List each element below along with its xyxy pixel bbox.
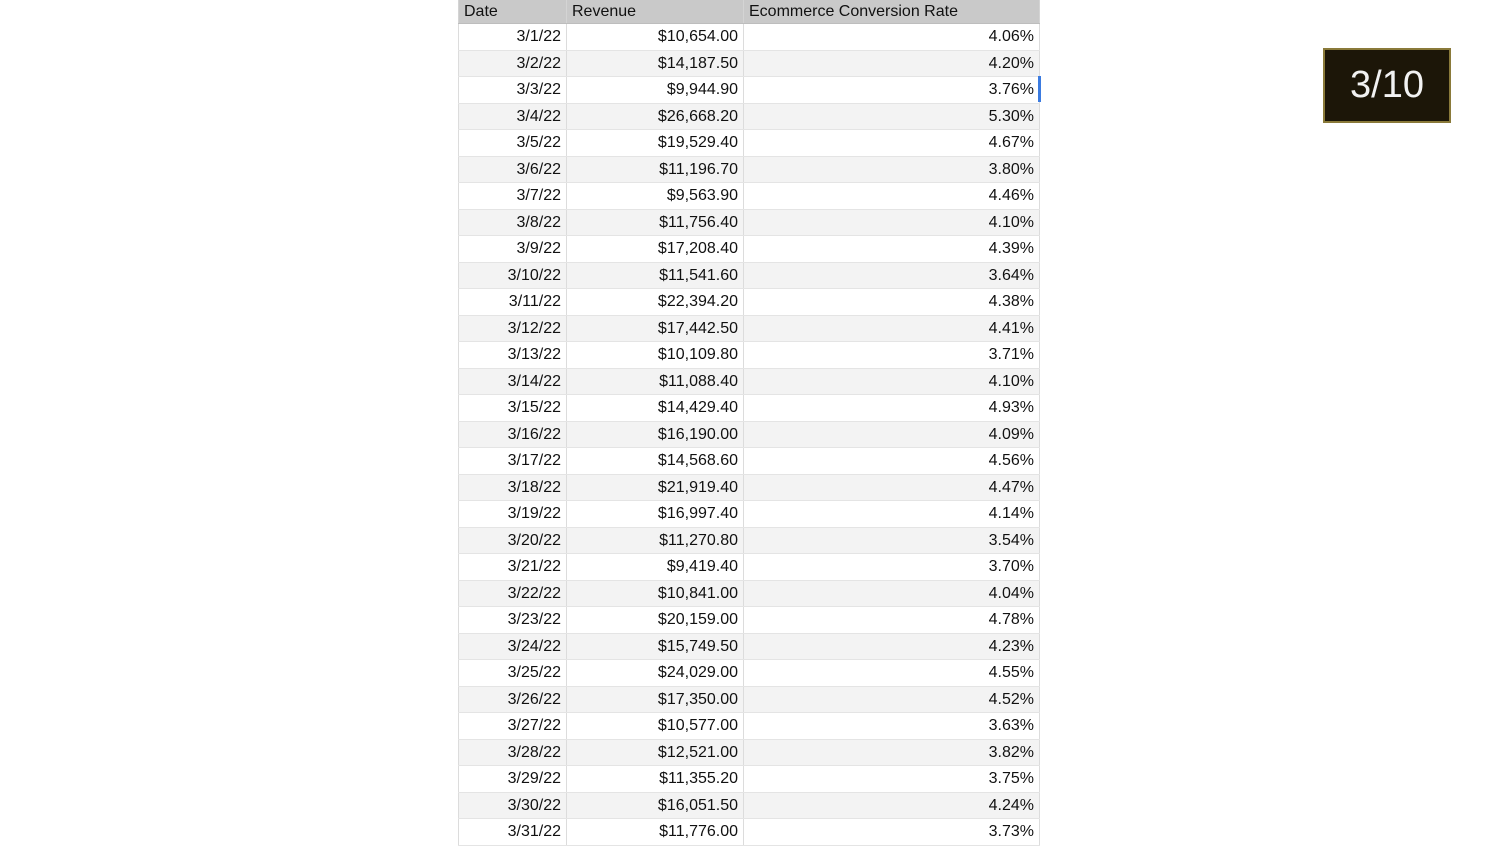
table-row (459, 554, 1040, 581)
conversion-rate-cell[interactable]: 3.63% (744, 713, 1040, 740)
table-row (459, 342, 1040, 369)
conversion-rate-cell[interactable]: 4.38% (744, 289, 1040, 316)
revenue-cell[interactable]: $19,529.40 (567, 130, 744, 157)
date-cell[interactable]: 3/8/22 (459, 209, 567, 236)
conversion-rate-cell[interactable]: 4.20% (744, 50, 1040, 77)
conversion-rate-cell[interactable]: 4.14% (744, 501, 1040, 528)
revenue-cell[interactable]: $9,944.90 (567, 77, 744, 104)
revenue-cell[interactable]: $10,841.00 (567, 580, 744, 607)
table-row (459, 262, 1040, 289)
table-row (459, 421, 1040, 448)
conversion-rate-cell[interactable]: 4.24% (744, 792, 1040, 819)
table-row (459, 713, 1040, 740)
page-counter: 3/10 (1323, 48, 1451, 123)
conversion-rate-cell[interactable]: 4.55% (744, 660, 1040, 687)
date-cell[interactable]: 3/31/22 (459, 819, 567, 846)
table-row (459, 156, 1040, 183)
date-cell[interactable]: 3/4/22 (459, 103, 567, 130)
date-cell[interactable]: 3/18/22 (459, 474, 567, 501)
date-cell[interactable]: 3/26/22 (459, 686, 567, 713)
conversion-rate-cell[interactable]: 3.75% (744, 766, 1040, 793)
table-row (459, 527, 1040, 554)
date-cell[interactable]: 3/16/22 (459, 421, 567, 448)
header-conversion-rate[interactable]: Ecommerce Conversion Rate (744, 0, 1040, 24)
date-cell[interactable]: 3/12/22 (459, 315, 567, 342)
conversion-rate-cell[interactable]: 4.10% (744, 368, 1040, 395)
date-cell[interactable]: 3/3/22 (459, 77, 567, 104)
date-cell[interactable]: 3/28/22 (459, 739, 567, 766)
conversion-rate-cell[interactable]: 5.30% (744, 103, 1040, 130)
date-cell[interactable]: 3/5/22 (459, 130, 567, 157)
conversion-rate-cell[interactable]: 4.93% (744, 395, 1040, 422)
revenue-cell[interactable]: $9,563.90 (567, 183, 744, 210)
date-cell[interactable]: 3/30/22 (459, 792, 567, 819)
conversion-rate-cell[interactable]: 4.56% (744, 448, 1040, 475)
date-cell[interactable]: 3/22/22 (459, 580, 567, 607)
table-row (459, 474, 1040, 501)
table-header (459, 0, 1040, 24)
revenue-cell[interactable]: $21,919.40 (567, 474, 744, 501)
revenue-cell[interactable]: $14,429.40 (567, 395, 744, 422)
conversion-rate-cell[interactable]: 3.76% (744, 77, 1040, 104)
revenue-cell[interactable]: $11,088.40 (567, 368, 744, 395)
table-row (459, 77, 1040, 104)
date-cell[interactable]: 3/24/22 (459, 633, 567, 660)
date-cell[interactable]: 3/15/22 (459, 395, 567, 422)
revenue-cell[interactable]: $16,190.00 (567, 421, 744, 448)
date-cell[interactable]: 3/19/22 (459, 501, 567, 528)
revenue-cell[interactable]: $17,350.00 (567, 686, 744, 713)
revenue-cell[interactable]: $20,159.00 (567, 607, 744, 634)
date-cell[interactable]: 3/27/22 (459, 713, 567, 740)
table-row (459, 739, 1040, 766)
spreadsheet-table (458, 0, 1040, 846)
revenue-cell[interactable]: $15,749.50 (567, 633, 744, 660)
conversion-rate-cell[interactable]: 4.47% (744, 474, 1040, 501)
revenue-cell[interactable]: $16,997.40 (567, 501, 744, 528)
revenue-cell[interactable]: $11,355.20 (567, 766, 744, 793)
table-row (459, 289, 1040, 316)
revenue-cell[interactable]: $17,442.50 (567, 315, 744, 342)
date-cell[interactable]: 3/20/22 (459, 527, 567, 554)
revenue-cell[interactable]: $9,419.40 (567, 554, 744, 581)
table-row (459, 686, 1040, 713)
table-row (459, 792, 1040, 819)
revenue-cell[interactable]: $24,029.00 (567, 660, 744, 687)
table-row (459, 209, 1040, 236)
revenue-cell[interactable]: $11,270.80 (567, 527, 744, 554)
revenue-cell[interactable]: $11,776.00 (567, 819, 744, 846)
conversion-rate-cell[interactable]: 3.54% (744, 527, 1040, 554)
revenue-cell[interactable]: $12,521.00 (567, 739, 744, 766)
date-cell[interactable]: 3/9/22 (459, 236, 567, 263)
conversion-rate-cell[interactable]: 4.04% (744, 580, 1040, 607)
conversion-rate-cell[interactable]: 3.70% (744, 554, 1040, 581)
table-row (459, 50, 1040, 77)
conversion-rate-cell[interactable]: 3.82% (744, 739, 1040, 766)
table-row (459, 580, 1040, 607)
conversion-rate-cell[interactable]: 3.73% (744, 819, 1040, 846)
header-row (459, 0, 1040, 24)
conversion-rate-cell[interactable]: 3.71% (744, 342, 1040, 369)
conversion-rate-cell[interactable]: 4.52% (744, 686, 1040, 713)
date-cell[interactable]: 3/17/22 (459, 448, 567, 475)
table-row (459, 766, 1040, 793)
cell-selection-cursor (1038, 76, 1041, 102)
conversion-rate-cell[interactable]: 4.41% (744, 315, 1040, 342)
conversion-rate-cell[interactable]: 3.64% (744, 262, 1040, 289)
conversion-rate-cell[interactable]: 4.78% (744, 607, 1040, 634)
table-row (459, 395, 1040, 422)
date-cell[interactable]: 3/14/22 (459, 368, 567, 395)
header-date[interactable]: Date (459, 0, 567, 24)
revenue-cell[interactable]: $17,208.40 (567, 236, 744, 263)
revenue-cell[interactable]: $11,756.40 (567, 209, 744, 236)
conversion-rate-cell[interactable]: 4.39% (744, 236, 1040, 263)
table-row (459, 501, 1040, 528)
revenue-cell[interactable]: $10,109.80 (567, 342, 744, 369)
revenue-cell[interactable]: $16,051.50 (567, 792, 744, 819)
date-cell[interactable]: 3/6/22 (459, 156, 567, 183)
table-row (459, 660, 1040, 687)
conversion-rate-cell[interactable]: 4.09% (744, 421, 1040, 448)
table-row (459, 607, 1040, 634)
date-cell[interactable]: 3/2/22 (459, 50, 567, 77)
revenue-cell[interactable]: $22,394.20 (567, 289, 744, 316)
date-cell[interactable]: 3/21/22 (459, 554, 567, 581)
revenue-cell[interactable]: $14,187.50 (567, 50, 744, 77)
header-revenue[interactable]: Revenue (567, 0, 744, 24)
table-row (459, 24, 1040, 51)
conversion-rate-cell[interactable]: 4.46% (744, 183, 1040, 210)
revenue-cell[interactable]: $11,196.70 (567, 156, 744, 183)
table-row (459, 448, 1040, 475)
table-row (459, 368, 1040, 395)
date-cell[interactable]: 3/25/22 (459, 660, 567, 687)
date-cell[interactable]: 3/11/22 (459, 289, 567, 316)
date-cell[interactable]: 3/10/22 (459, 262, 567, 289)
revenue-cell[interactable]: $10,654.00 (567, 24, 744, 51)
table-row (459, 315, 1040, 342)
table-row (459, 130, 1040, 157)
conversion-rate-cell[interactable]: 4.06% (744, 24, 1040, 51)
table-row (459, 183, 1040, 210)
table-row (459, 236, 1040, 263)
date-cell[interactable]: 3/7/22 (459, 183, 567, 210)
revenue-cell[interactable]: $14,568.60 (567, 448, 744, 475)
conversion-rate-cell[interactable]: 4.10% (744, 209, 1040, 236)
table-row (459, 819, 1040, 846)
table-row (459, 103, 1040, 130)
revenue-cell[interactable]: $26,668.20 (567, 103, 744, 130)
revenue-cell[interactable]: $11,541.60 (567, 262, 744, 289)
conversion-rate-cell[interactable]: 3.80% (744, 156, 1040, 183)
date-cell[interactable]: 3/13/22 (459, 342, 567, 369)
date-cell[interactable]: 3/23/22 (459, 607, 567, 634)
revenue-cell[interactable]: $10,577.00 (567, 713, 744, 740)
conversion-rate-cell[interactable]: 4.23% (744, 633, 1040, 660)
date-cell[interactable]: 3/29/22 (459, 766, 567, 793)
date-cell[interactable]: 3/1/22 (459, 24, 567, 51)
table-row (459, 633, 1040, 660)
table-body (459, 24, 1040, 846)
conversion-rate-cell[interactable]: 4.67% (744, 130, 1040, 157)
